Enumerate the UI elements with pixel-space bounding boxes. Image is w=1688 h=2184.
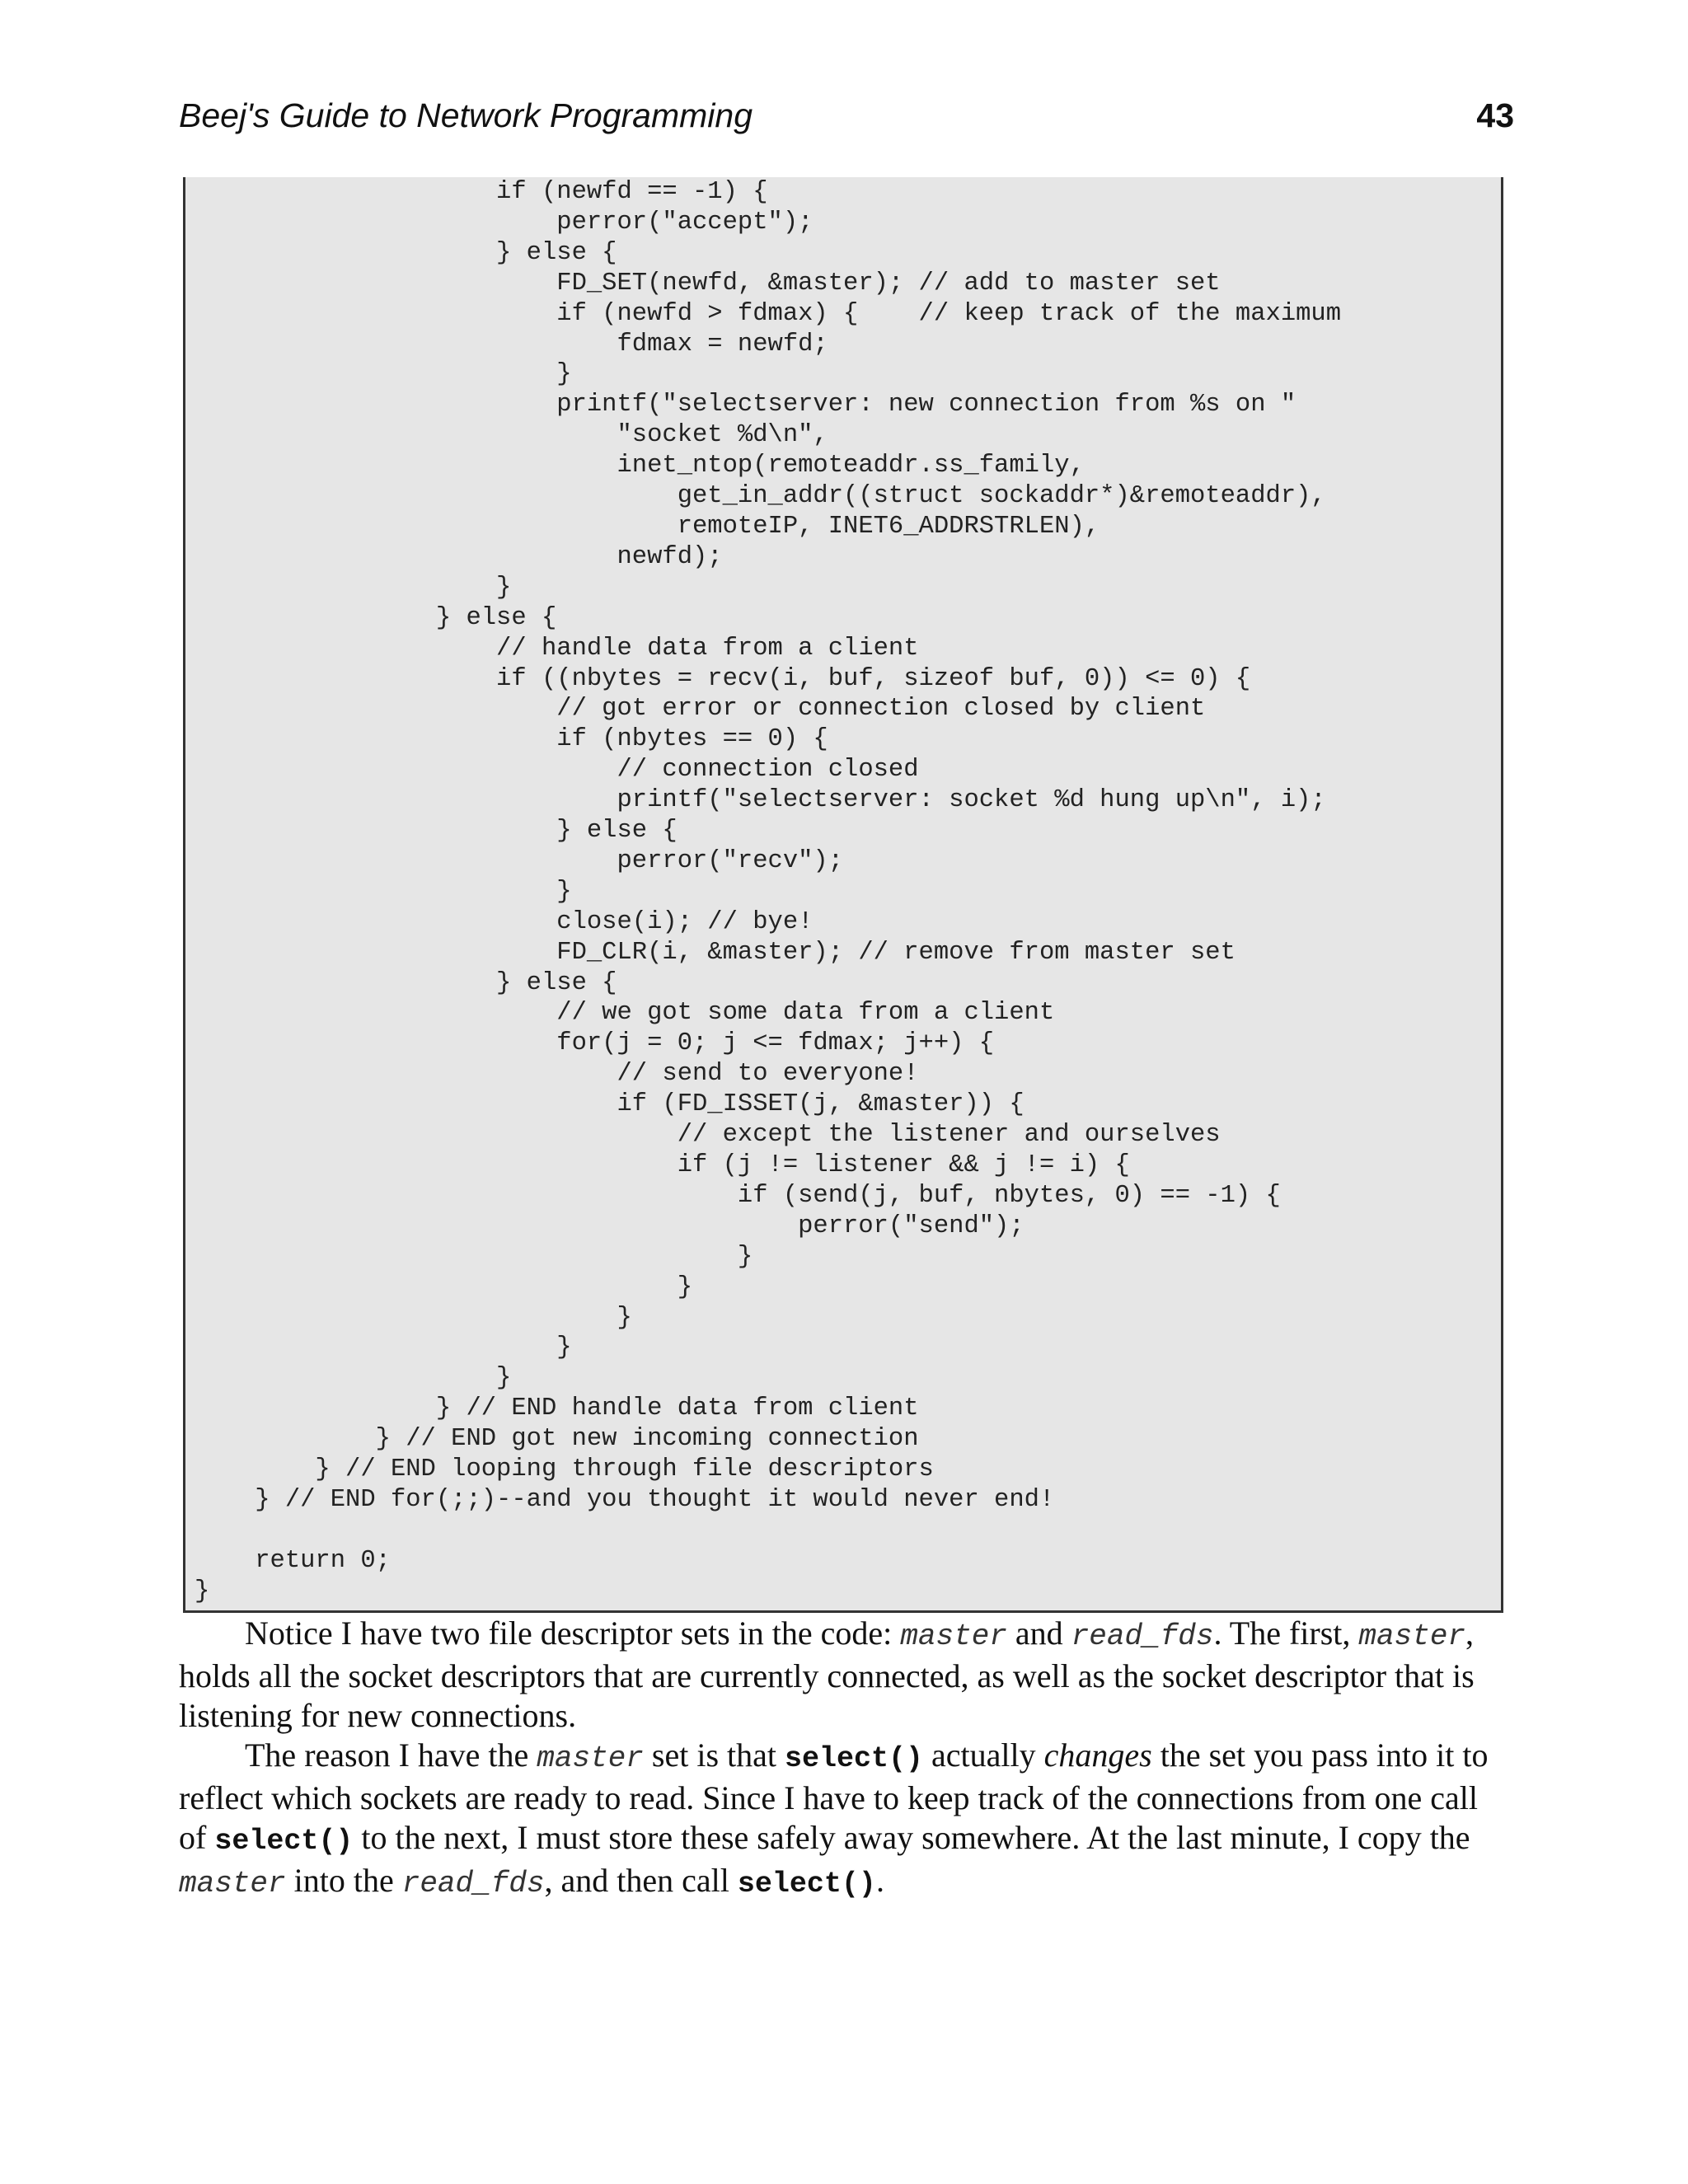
text-run: The reason I have the (245, 1736, 537, 1774)
inline-code: read_fds (1071, 1619, 1214, 1653)
inline-code: master (900, 1619, 1007, 1653)
text-run: , and then call (544, 1862, 738, 1899)
paragraph (179, 1614, 1507, 1736)
body-text (179, 1614, 1507, 1904)
text-run: to the next, I must store these safely away somewhere. At the last minute, I copy the (353, 1819, 1470, 1856)
text-run: set is that (643, 1736, 785, 1774)
inline-code: read_fds (401, 1867, 545, 1900)
function-name: select() (214, 1825, 354, 1858)
text-run: into the (285, 1862, 402, 1899)
text-run: and (1006, 1615, 1071, 1652)
page-number: 43 (1476, 96, 1514, 134)
text-run: . The first, (1213, 1615, 1359, 1652)
code-listing-box (183, 177, 1503, 1613)
running-header (179, 91, 1514, 140)
text-run: , holds all the socket descriptors that are currently connected, as well as the socket descriptor that is listening for new connections. (179, 1615, 1475, 1734)
code-listing: if (newfd == -1) { perror("accept"); } else { FD_SET(newfd, &master); // add to master set if (newfd > fdmax) { // keep track of the maximum fdmax = newfd; } printf("selectserver: new connection from %s on " "socket %d\n", inet_ntop(remoteaddr.ss_family, get_in_addr((struct sockaddr*)&remoteaddr), remoteIP, INET6_ADDRSTRLEN), newfd); } } else { // handle data from a client if ((nbytes = recv(i, buf, sizeof buf, 0)) <= 0) { // got error or connection closed by client if (nbytes == 0) { // connection closed printf("selectserver: socket %d hung up\n", i); } else { perror("recv"); } close(i); // bye! FD_CLR(i, &master); // remove from master set } else { // we got some data from a client for(j = 0; j <= fdmax; j++) { // send to everyone! if (FD_ISSET(j, &master)) { // except the listener and ourselves if (j != listener && j != i) { if (send(j, buf, nbytes, 0) == -1) { perror("send"); } } } } } } // END handle data from client } // END got new incoming connection } // END looping through file descriptors } // END for(;;)--and you thought it would never end! return 0; } (195, 178, 1342, 1605)
emphasis: changes (1043, 1736, 1152, 1774)
inline-code: master (1358, 1619, 1466, 1653)
function-name: select() (785, 1742, 924, 1775)
inline-code: master (179, 1867, 286, 1900)
text-run: the set you pass into it to reflect which sockets are ready to read. Since I have to keep track of the connections from one call of (179, 1736, 1489, 1856)
text-run: Notice I have two file descriptor sets in the code: (245, 1615, 901, 1652)
text-run: . (875, 1862, 884, 1899)
book-title: Beej's Guide to Network Programming (179, 96, 753, 134)
inline-code: master (537, 1741, 644, 1775)
text-run: actually (923, 1736, 1044, 1774)
paragraph (179, 1736, 1507, 1904)
function-name: select() (737, 1868, 876, 1900)
